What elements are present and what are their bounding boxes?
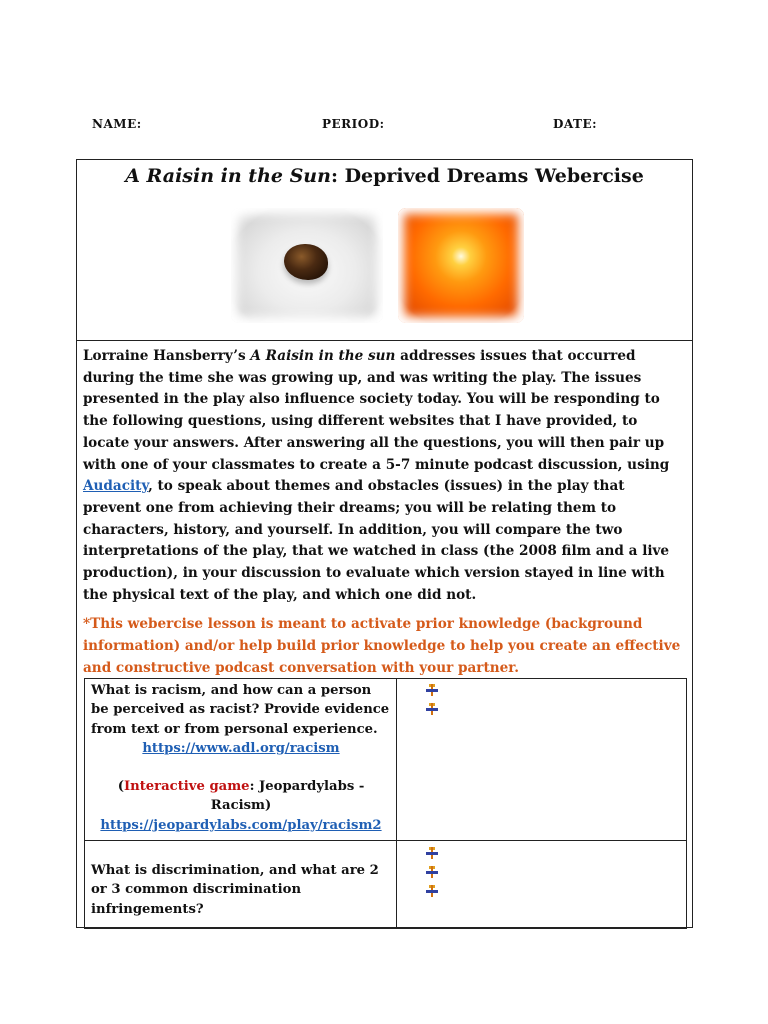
period-label: PERIOD: bbox=[322, 117, 385, 131]
interactive-game-line bbox=[91, 777, 391, 816]
raisin-shape bbox=[284, 244, 328, 280]
sun-photo bbox=[398, 208, 524, 323]
lesson-note: *This webercise lesson is meant to activate prior knowledge (background information) and/or help build prior knowledge to help you create an effective and constructive podcast conversation with your partner. bbox=[83, 616, 681, 676]
page-title bbox=[77, 165, 692, 187]
worksheet-table bbox=[76, 159, 693, 928]
question-discrimination: What is discrimination, and what are 2 or 3 common discrimination infringements? bbox=[91, 863, 379, 917]
bullet-icon bbox=[426, 847, 438, 859]
question-row-discrimination bbox=[85, 841, 686, 928]
title-rest: : Deprived Dreams Webercise bbox=[330, 165, 644, 187]
title-cell bbox=[77, 160, 692, 341]
question-racism-text: What is racism, and how can a person be perceived as racist? Provide evidence from text or from personal experience. bbox=[91, 683, 390, 737]
bullet-icon bbox=[426, 703, 438, 715]
intro-play-title: A Raisin in the sun bbox=[250, 348, 396, 364]
questions-table bbox=[84, 678, 687, 929]
jeopardylabs-link[interactable]: https://jeopardylabs.com/play/racism2 bbox=[100, 817, 382, 833]
game-rest-text: : Jeopardylabs - Racism) bbox=[210, 779, 365, 814]
audacity-link[interactable]: Audacity bbox=[83, 478, 149, 495]
raisin-photo bbox=[231, 208, 383, 323]
intro-text-3: , to speak about themes and obstacles (issues) in the play that prevent one from achieving their dreams; you will be relating them to characters, history, and yourself. In addition, you will compare the two interpretations of the play, that we watched in class (the 2008 film and a live production), in your discussion to evaluate which version stayed in line with the physical text of the play, and which one did not. bbox=[83, 478, 670, 603]
question-racism bbox=[91, 681, 391, 835]
date-label: DATE: bbox=[553, 117, 598, 131]
bullet-icon bbox=[426, 866, 438, 878]
intro-text-2: addresses issues that occurred during the time she was growing up, and was writing the play. The issues presented in the play also influence society today. You will be responding to the following questions, using different websites that I have provided, to locate your answers. After answering all the questions, you will then pair up with one of your classmates to create a 5-7 minute podcast discussion, using bbox=[83, 348, 670, 473]
question-row-racism bbox=[85, 679, 686, 841]
intro-cell bbox=[77, 342, 692, 680]
interactive-game-label: Interactive game bbox=[123, 779, 250, 795]
intro-text-1: Lorraine Hansberry’s bbox=[83, 348, 251, 364]
title-italic: A Raisin in the Sun bbox=[125, 165, 331, 187]
game-open-paren: ( bbox=[117, 779, 124, 795]
bullet-icon bbox=[426, 684, 438, 696]
bullet-icon bbox=[426, 885, 438, 897]
name-label: NAME: bbox=[92, 117, 142, 131]
intro-paragraph bbox=[83, 346, 686, 606]
adl-racism-link[interactable]: https://www.adl.org/racism bbox=[142, 740, 340, 756]
